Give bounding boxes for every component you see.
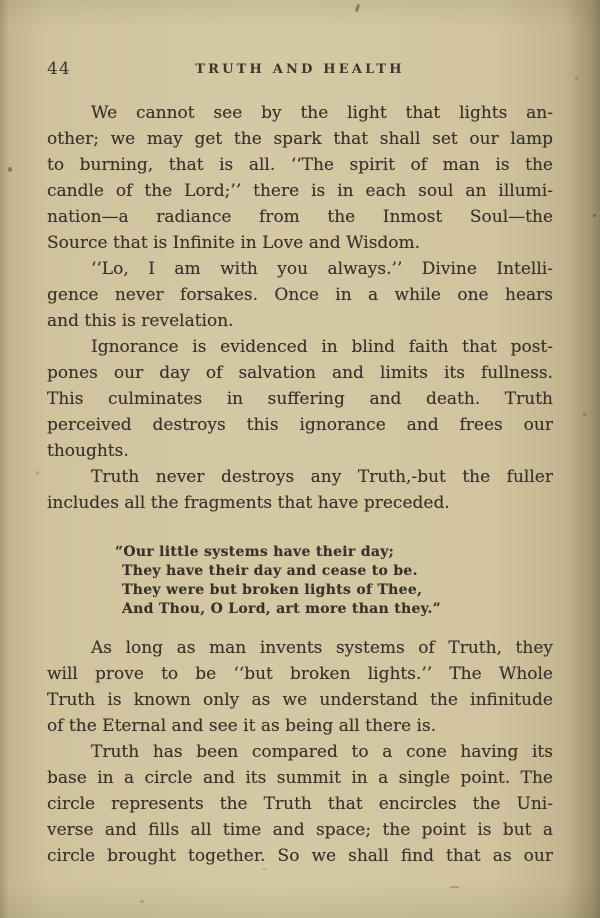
running-head-title: TRUTH AND HEALTH: [195, 62, 405, 77]
text-line: We cannot see by the light that lights an-: [91, 103, 553, 123]
text-line: will prove to be ‘‘but broken lights.’’ The Whole: [47, 664, 553, 684]
paragraph-6: [47, 739, 553, 869]
text-line: pones our day of salvation and limits its fullness.: [47, 363, 553, 383]
text-line: candle of the Lord;’’ there is in each soul an illumi-: [47, 181, 553, 201]
text-line: base in a circle and its summit in a single point. The: [47, 768, 553, 788]
text-line: includes all the fragments that have preceded.: [47, 493, 450, 513]
text-line: Truth has been compared to a cone having its: [91, 742, 553, 762]
verse-line: They have their day and cease to be.: [122, 563, 418, 579]
page-number: 44: [47, 59, 71, 79]
text-line: verse and fills all time and space; the point is but a: [47, 820, 553, 840]
paragraph-4: [47, 464, 553, 516]
verse-line: They were but broken lights of Thee,: [122, 582, 423, 598]
text-line: of the Eternal and see it as being all there is.: [47, 716, 437, 736]
text-line: This culminates in suffering and death. Truth: [47, 389, 553, 409]
text-line: Ignorance is evidenced in blind faith that post-: [91, 337, 553, 357]
scan-speck: [262, 868, 267, 870]
text-line: Truth never destroys any Truth,-but the fuller: [91, 467, 553, 487]
scan-speck: [355, 4, 360, 13]
scan-speck: [593, 214, 596, 217]
text-line: to burning, that is all. ‘‘The spirit of man is the: [47, 155, 553, 175]
scan-speck: [575, 77, 578, 80]
text-line: circle brought together. So we shall find that as our: [47, 846, 553, 866]
scan-speck: [36, 471, 39, 475]
paragraph-2: [47, 256, 553, 334]
scan-speck: [8, 167, 12, 172]
text-line: circle represents the Truth that encircles the Uni-: [47, 794, 553, 814]
text-line: thoughts.: [47, 441, 129, 461]
verse-line: “Our little systems have their day;: [115, 544, 395, 560]
text-line: gence never forsakes. Once in a while one hears: [47, 285, 553, 305]
scan-speck: [140, 900, 144, 903]
text-line: As long as man invents systems of Truth, they: [91, 638, 553, 658]
text-line: other; we may get the spark that shall set our lamp: [47, 129, 553, 149]
scan-speck: [450, 886, 459, 888]
text-line: and this is revelation.: [47, 311, 234, 331]
text-line: nation—a radiance from the Inmost Soul—the: [47, 207, 553, 227]
scan-speck: [583, 413, 586, 416]
text-line: Truth is known only as we understand the infinitude: [47, 690, 553, 710]
page-body: [47, 100, 553, 869]
text-line: perceived destroys this ignorance and frees our: [47, 415, 553, 435]
paragraph-1: [47, 100, 553, 256]
paragraph-5: [47, 635, 553, 739]
text-line: ‘‘Lo, I am with you always.’’ Divine Intelli-: [91, 259, 553, 279]
verse-quote: [115, 543, 553, 619]
text-line: Source that is Infinite in Love and Wisdom.: [47, 233, 421, 253]
verse-line: And Thou, O Lord, art more than they.”: [122, 601, 442, 617]
paragraph-3: [47, 334, 553, 464]
